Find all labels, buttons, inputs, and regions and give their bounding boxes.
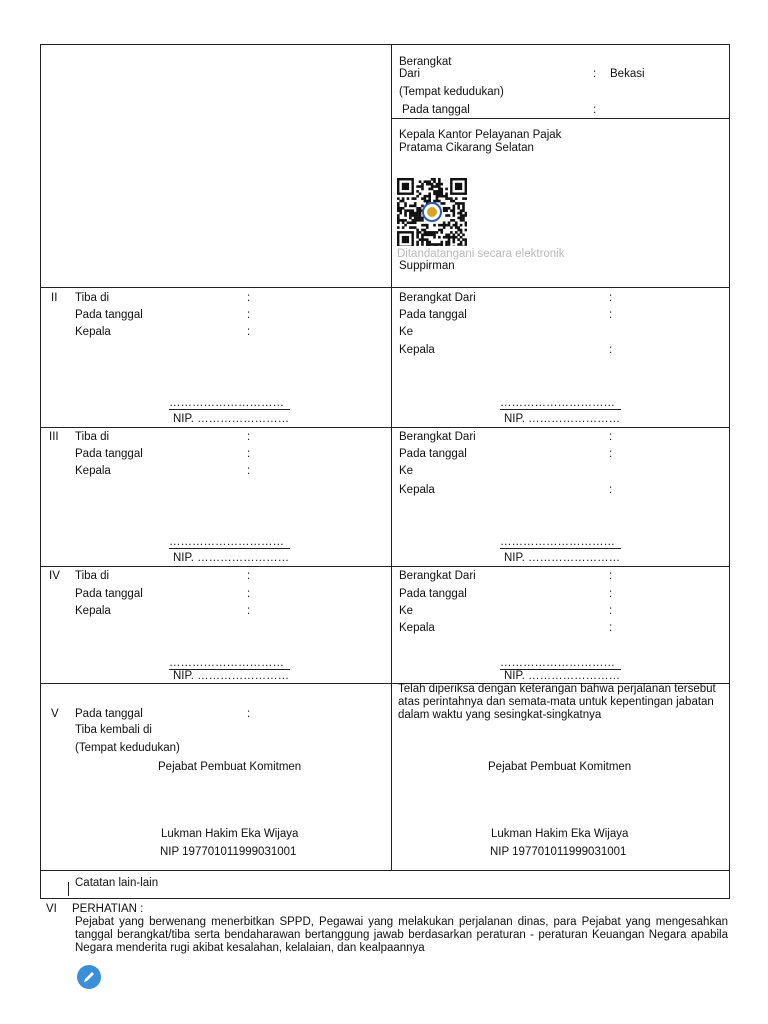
- kepala-colon: :: [247, 465, 251, 477]
- tiba-di-label: Tiba di: [75, 570, 110, 582]
- table-border-left: [40, 44, 41, 899]
- berangkat-dari-colon: :: [609, 292, 613, 304]
- pada-tanggal-right-colon: :: [609, 309, 613, 321]
- kepala-right-colon: :: [609, 344, 613, 356]
- pada-tanggal-top-label: Pada tanggal: [402, 104, 470, 116]
- pada-tanggal-right-label: Pada tanggal: [399, 309, 467, 321]
- table-border-bottom: [40, 898, 730, 899]
- ke-label: Ke: [399, 465, 414, 477]
- tiba-di-label: Tiba di: [75, 292, 110, 304]
- kepala-right-label: Kepala: [399, 484, 435, 496]
- pada-tanggal-right-label: Pada tanggal: [399, 588, 467, 600]
- table-divider-vertical: [391, 44, 392, 870]
- catatan-label: Catatan lain-lain: [75, 877, 159, 889]
- tempat-kedudukan-top: (Tempat kedudukan): [399, 86, 504, 98]
- tiba-di-colon: :: [247, 292, 251, 304]
- nip-line-right: NIP. ……………………: [504, 670, 621, 682]
- ke-label: Ke: [399, 605, 414, 617]
- berangkat-dari-colon: :: [609, 570, 613, 582]
- pada-tanggal-label: Pada tanggal: [75, 309, 143, 321]
- berangkat-dari-label: Berangkat Dari: [399, 431, 476, 443]
- section-v-numeral: V: [51, 708, 59, 720]
- nip-line: NIP. ……………………: [173, 670, 290, 682]
- signature-dots-right: …………………………: [500, 397, 615, 409]
- signature-dots: …………………………: [169, 657, 284, 669]
- pada-tanggal-colon: :: [247, 448, 251, 460]
- kepala-right-colon: :: [609, 484, 613, 496]
- dari-label: Dari: [399, 68, 421, 80]
- right-official-name: Lukman Hakim Eka Wijaya: [491, 828, 629, 840]
- pada-tanggal-colon: :: [247, 588, 251, 600]
- pada-tanggal-right-label: Pada tanggal: [399, 448, 467, 460]
- signature-line: [169, 548, 290, 549]
- kepala-colon: :: [247, 605, 251, 617]
- signature-dots-right: …………………………: [500, 657, 615, 669]
- row-divider-1: [40, 287, 730, 288]
- pada-tanggal-label: Pada tanggal: [75, 448, 143, 460]
- kepala-label: Kepala: [75, 465, 111, 477]
- signature-line-right: [500, 548, 621, 549]
- official-title-line1: Kepala Kantor Pelayanan Pajak: [399, 129, 562, 141]
- kepala-label: Kepala: [75, 326, 111, 338]
- nip-line-right: NIP. ……………………: [504, 413, 621, 425]
- pada-tanggal-label: Pada tanggal: [75, 588, 143, 600]
- row-divider-5: [40, 870, 730, 871]
- pada-tanggal-right-colon: :: [609, 448, 613, 460]
- right-official-title: Pejabat Pembuat Komitmen: [488, 761, 632, 773]
- row-divider-top-right: [391, 118, 730, 119]
- tempat-kedudukan-v: (Tempat kedudukan): [75, 742, 180, 754]
- berangkat-dari-colon: :: [609, 431, 613, 443]
- section-numeral: II: [51, 292, 58, 304]
- section-v-colon: :: [247, 708, 251, 720]
- row-divider-3: [40, 566, 730, 567]
- signature-line: [169, 409, 290, 410]
- signature-dots: …………………………: [169, 536, 284, 548]
- right-official-nip: NIP 197701011999031001: [490, 846, 627, 858]
- catatan-marker: [68, 882, 69, 896]
- verification-text-line2: atas perintahnya dan semata-mata untuk kepentingan jabatan: [398, 696, 714, 708]
- kepala-label: Kepala: [75, 605, 111, 617]
- nip-line: NIP. ……………………: [173, 552, 290, 564]
- pada-tanggal-right-colon: :: [609, 588, 613, 600]
- signed-electronically-text: Ditandatangani secara elektronik: [397, 248, 565, 260]
- signature-line-right: [500, 409, 621, 410]
- verification-text-line1: Telah diperiksa dengan keterangan bahwa perjalanan tersebut: [398, 683, 716, 695]
- tiba-kembali-label: Tiba kembali di: [75, 724, 152, 736]
- signature-dots-right: …………………………: [500, 536, 615, 548]
- tiba-di-colon: :: [247, 570, 251, 582]
- berangkat-dari-label: Berangkat Dari: [399, 570, 476, 582]
- pada-tanggal-colon: :: [247, 309, 251, 321]
- ke-label: Ke: [399, 326, 414, 338]
- ke-colon: :: [609, 605, 613, 617]
- dari-colon: :: [593, 68, 597, 80]
- left-official-title: Pejabat Pembuat Komitmen: [158, 761, 302, 773]
- signature-dots: …………………………: [169, 397, 284, 409]
- left-official-name: Lukman Hakim Eka Wijaya: [161, 828, 299, 840]
- nip-line: NIP. ……………………: [173, 413, 290, 425]
- table-border-right: [729, 44, 730, 899]
- section-v-pada-tanggal: Pada tanggal: [75, 708, 143, 720]
- nip-line-right: NIP. ……………………: [504, 552, 621, 564]
- kepala-right-label: Kepala: [399, 622, 435, 634]
- verification-text-line3: dalam waktu yang sesingkat-singkatnya: [398, 709, 602, 721]
- perhatian-label: PERHATIAN :: [72, 903, 144, 915]
- left-official-nip: NIP 197701011999031001: [160, 846, 297, 858]
- table-border-top: [40, 44, 730, 45]
- dari-value: Bekasi: [610, 68, 645, 80]
- section-numeral: IV: [49, 570, 60, 582]
- tiba-di-colon: :: [247, 431, 251, 443]
- official-title-line2: Pratama Cikarang Selatan: [399, 142, 534, 154]
- perhatian-paragraph: Pejabat yang berwenang menerbitkan SPPD, Pegawai yang melakukan perjalanan dinas, para Pejabat yang mengesahkan tanggal berangkat/tiba serta bendaharawan bertanggung jawab berdasarkan peraturan - peraturan Keuangan Negara apabila Negara menderita rugi akibat kesalahan, kelalaian, dan kealpaannya: [75, 916, 728, 954]
- pada-tanggal-top-colon: :: [593, 104, 597, 116]
- row-divider-2: [40, 427, 730, 428]
- section-numeral: III: [49, 431, 59, 443]
- tiba-di-label: Tiba di: [75, 431, 110, 443]
- qr-code-icon: [397, 178, 467, 246]
- signer-name: Suppirman: [399, 260, 455, 272]
- kepala-right-colon: :: [609, 622, 613, 634]
- section-vi-numeral: VI: [46, 903, 57, 915]
- berangkat-dari-label: Berangkat Dari: [399, 292, 476, 304]
- pen-badge-icon[interactable]: [76, 964, 102, 990]
- kepala-right-label: Kepala: [399, 344, 435, 356]
- berangkat-label: Berangkat: [399, 56, 452, 68]
- kepala-colon: :: [247, 326, 251, 338]
